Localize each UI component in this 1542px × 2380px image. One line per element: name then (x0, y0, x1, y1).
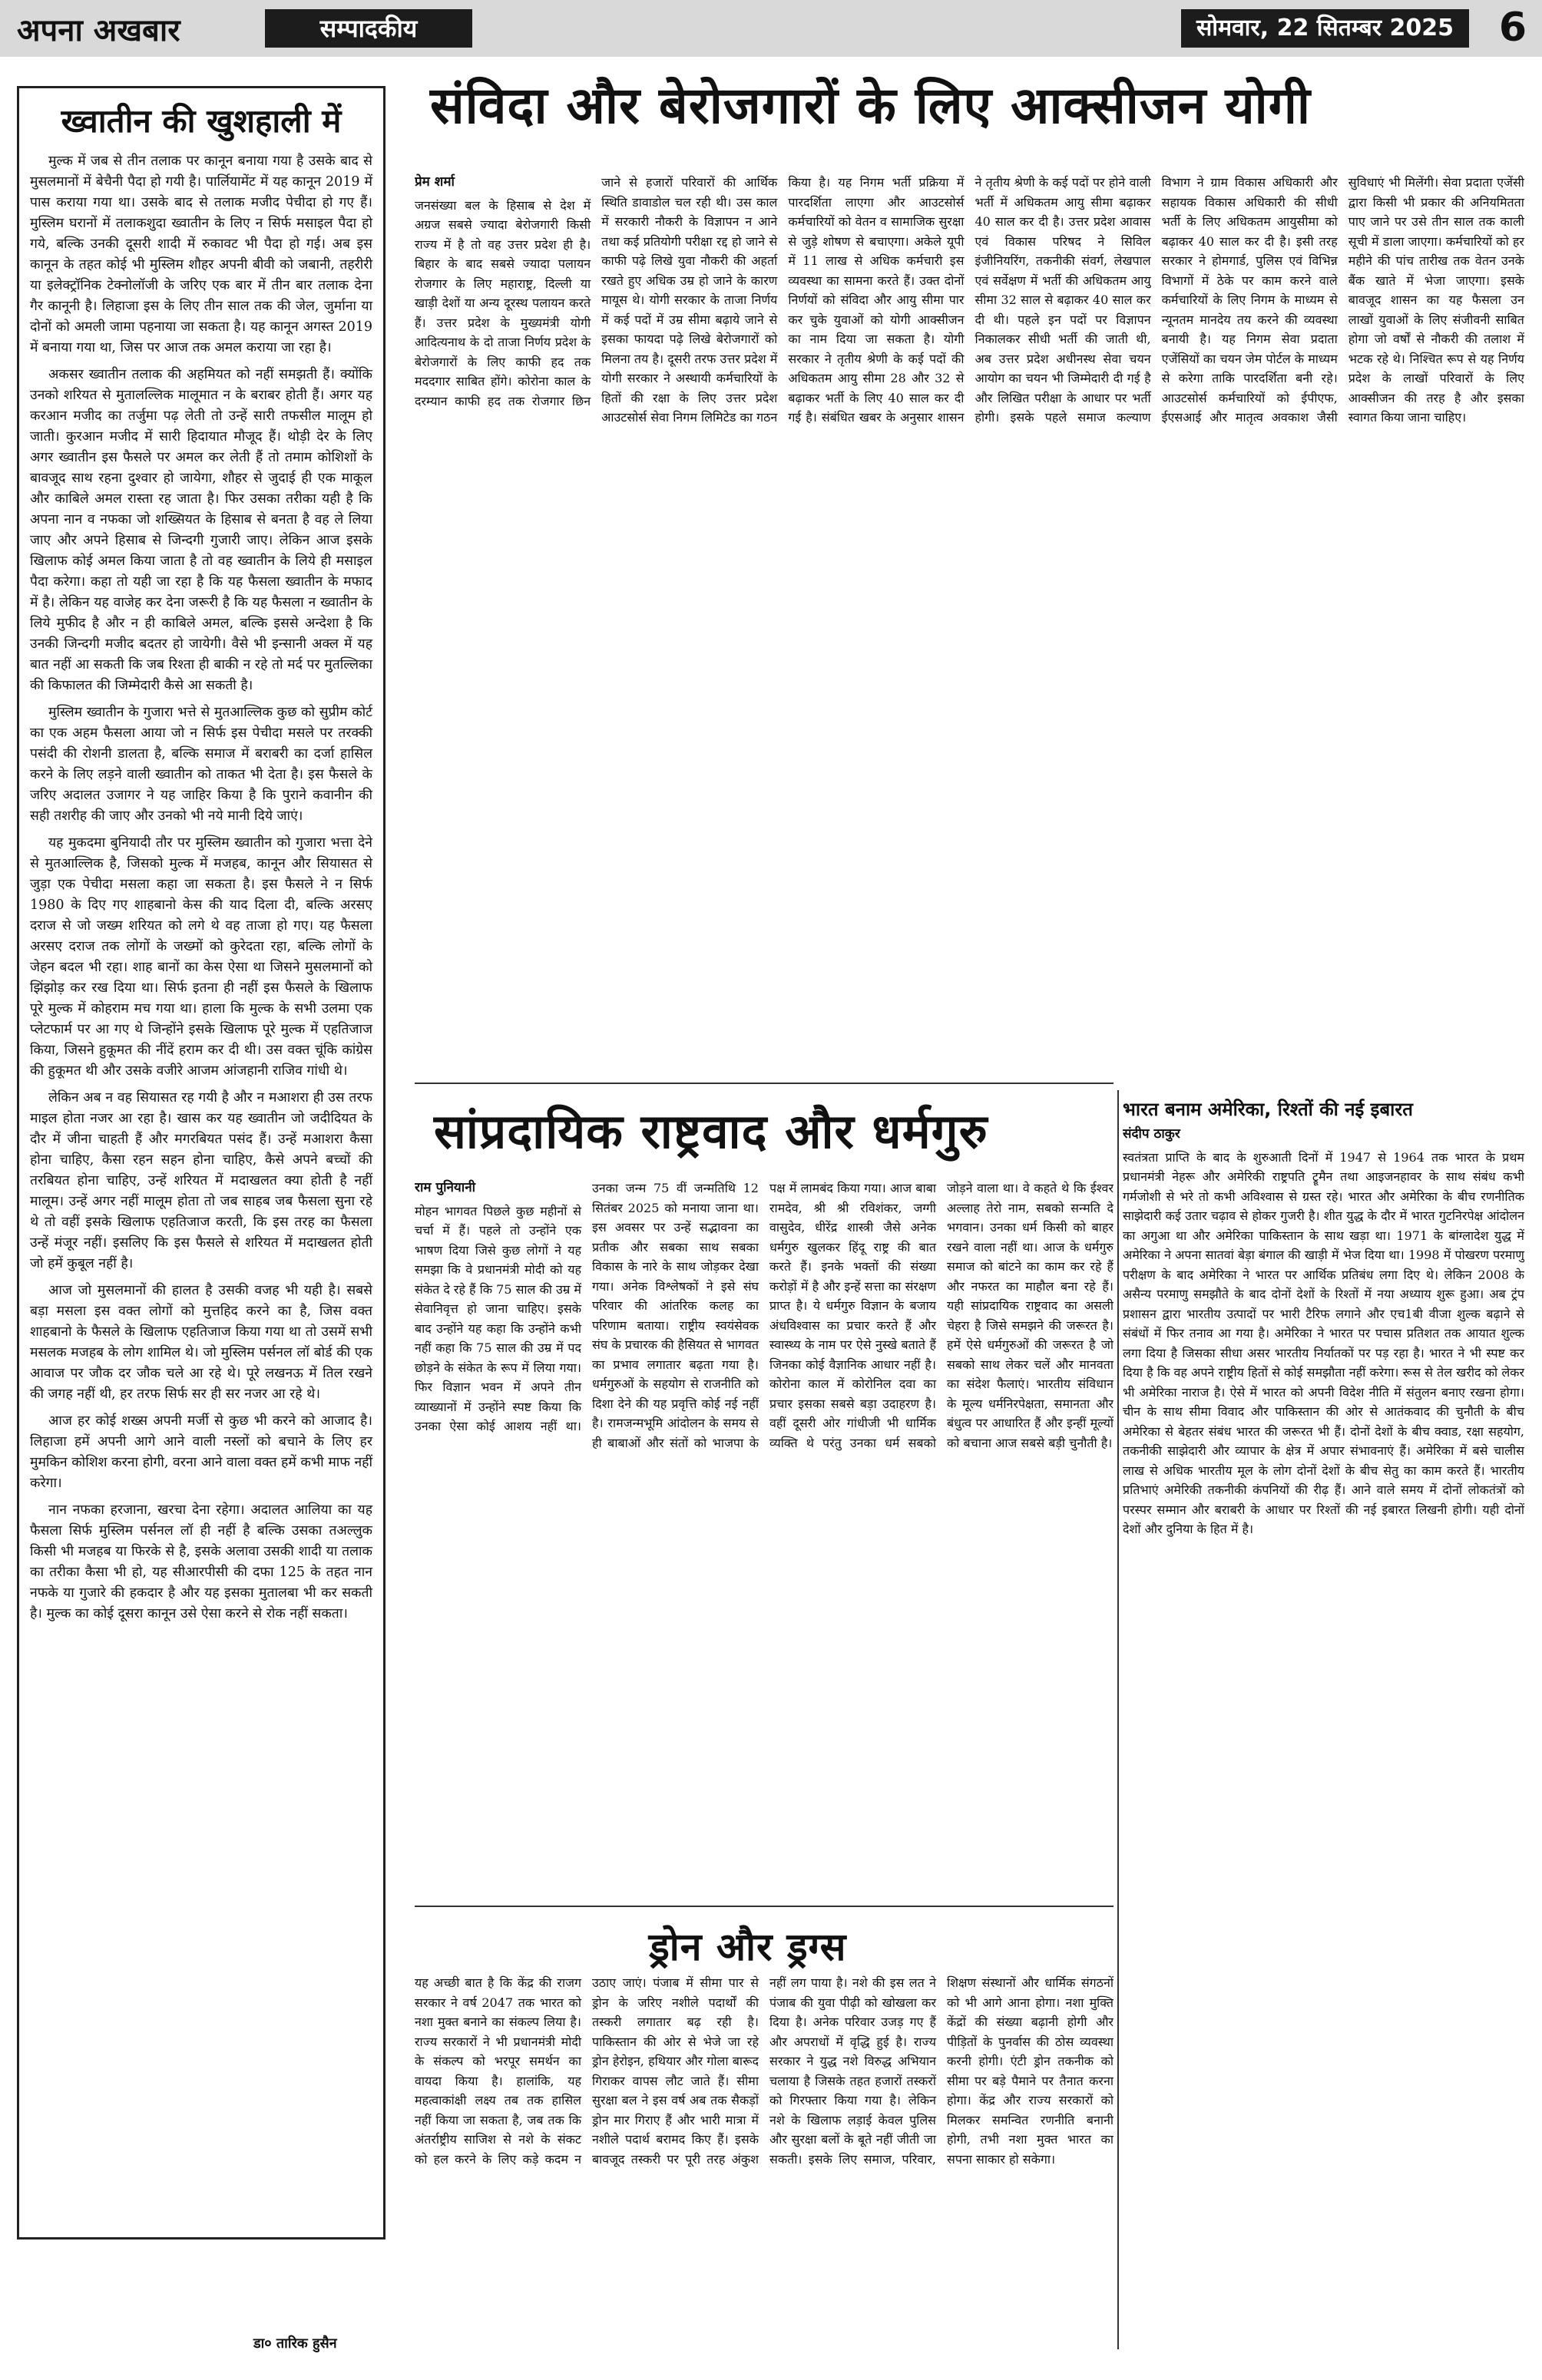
headline-second: सांप्रदायिक राष्ट्रवाद और धर्मगुरु (434, 1103, 988, 1159)
article-editorial-text: यह अच्छी बात है कि केंद्र की राजग सरकार ने वर्ष 2047 तक भारत को नशा मुक्त बनाने का संकल्प लिया है। राज्य सरकारों ने भी प्रधानमंत्री मोदी के संकल्प को भरपूर समर्थन का वायदा किया है। हालांकि, यह महत्वाकांक्षी लक्ष्य तब तक हासिल नहीं किया जा सकता है, जब तक कि अंतर्राष्ट्रीय साजिश से नशे के संकट को हल करने के लिए कड़े कदम न उठाए जाएं। पंजाब में सीमा पार से ड्रोन के जरिए नशीले पदार्थों की तस्करी लगातार बढ़ रही है। पाकिस्तान की ओर से भेजे जा रहे ड्रोन हेरोइन, हथियार और गोला बारूद गिराकर वापस लौट जाते हैं। सीमा सुरक्षा बल ने इस वर्ष अब तक सैकड़ों ड्रोन मार गिराए हैं और भारी मात्रा में नशीले पदार्थ बरामद किए हैं। इसके बावजूद तस्करी पर पूरी तरह अंकुश नहीं लग पाया है। नशे की इस लत ने पंजाब की युवा पीढ़ी को खोखला कर दिया है। अनेक परिवार उजड़ गए हैं और अपराधों में वृद्धि हुई है। राज्य सरकार ने युद्ध नशे विरुद्ध अभियान चलाया है जिसके तहत हजारों तस्करों को गिरफ्तार किया गया है। लेकिन नशे के खिलाफ लड़ाई केवल पुलिस और सुरक्षा बलों के बूते नहीं जीती जा सकती। इसके लिए समाज, परिवार, शिक्षण संस्थानों और धार्मिक संगठनों को भी आगे आना होगा। नशा मुक्ति केंद्रों की संख्या बढ़ानी होगी और पीड़ितों के पुनर्वास की ठोस व्यवस्था करनी होगी। एंटी ड्रोन तकनीक को सीमा पर बड़े पैमाने पर तैनात करना होगा। केंद्र और राज्य सरकारों को मिलकर समन्वित रणनीति बनानी होगी, तभी नशा मुक्त भारत का सपना साकार हो सकेगा। (415, 1975, 1113, 2167)
article-second-author: राम पुनियानी (415, 1180, 476, 1195)
article-editorial-body (415, 1973, 1113, 2349)
article-third-body (1123, 1094, 1524, 2349)
section-label: सम्पादकीय (265, 9, 472, 48)
divider (1117, 1090, 1119, 2349)
article-second-text: मोहन भागवत पिछले कुछ महीनों से चर्चा में हैं। पहले तो उन्होंने एक भाषण दिया जिसे कुछ लोगों ने यह समझा कि वे प्रधानमंत्री मोदी को यह संकेत दे रहे हैं कि 75 साल की उम्र में सेवानिवृत्त हो जाना चाहिए। इसके बाद उन्होंने यह कहा कि उन्होंने कभी नहीं कहा कि 75 साल की उम्र में पद छोड़ने के संकेत के रूप में लिया गया। फिर विज्ञान भवन में अपने तीन व्याख्यानों में उन्होंने स्पष्ट किया कि उनका ऐसा कोई आशय नहीं था। उनका जन्म 75 वीं जन्मतिथि 12 सितंबर 2025 को मनाया जाना था। इस अवसर पर उन्हें सद्भावना का प्रतीक और सबका साथ सबका विकास के नारे के साथ जोड़कर देखा गया। अनेक विश्लेषकों ने इसे संघ परिवार की आंतरिक कलह का परिणाम बताया। राष्ट्रीय स्वयंसेवक संघ के प्रचारक की हैसियत से भागवत का प्रभाव लगातार बढ़ता गया है। धर्मगुरुओं के सहयोग से राजनीति को दिशा देने की यह प्रवृत्ति कोई नई नहीं है। रामजन्मभूमि आंदोलन के समय से ही बाबाओं और संतों को भाजपा के पक्ष में लामबंद किया गया। आज बाबा रामदेव, श्री श्री रविशंकर, जग्गी वासुदेव, धीरेंद्र शास्त्री जैसे अनेक धर्मगुरु खुलकर हिंदू राष्ट्र की बात करते हैं। इनके भक्तों की संख्या करोड़ों में है और इन्हें सत्ता का संरक्षण प्राप्त है। ये धर्मगुरु विज्ञान के बजाय अंधविश्वास का प्रचार करते हैं और स्वास्थ्य के नाम पर ऐसे नुस्खे बताते हैं जिनका कोई वैज्ञानिक आधार नहीं है। कोरोना काल में कोरोनिल दवा का प्रचार इसका सबसे बड़ा उदाहरण है। वहीं दूसरी ओर गांधीजी भी धार्मिक व्यक्ति थे परंतु उनका धर्म सबको जोड़ने वाला था। वे कहते थे कि ईश्वर अल्लाह तेरो नाम, सबको सन्मति दे भगवान। उनका धर्म किसी को बाहर रखने वाला नहीं था। आज के धर्मगुरु समाज को बांटने का काम कर रहे हैं और नफरत का माहौल बना रहे हैं। यही सांप्रदायिक राष्ट्रवाद का असली चेहरा है जिसे समझने की जरूरत है। हमें ऐसे धर्मगुरुओं की जरूरत है जो सबको साथ लेकर चलें और मानवता का संदेश फैलाएं। भारतीय संविधान के मूल्य धर्मनिरपेक्षता, समानता और बंधुत्व पर आधारित हैं और इन्हीं मूल्यों को बचाना आज सबसे बड़ी चुनौती है। (415, 1181, 1113, 1450)
left-article (17, 86, 386, 2240)
left-paragraph: अकसर ख्वातीन तलाक की अहमियत को नहीं समझती हैं। क्योंकि उनको शरियत से मुतालल्लिक मालूमात न के बराबर होती हैं। अगर यह करआन मजीद का तर्जुमा पढ़ लेती तो उन्हें सारी तफसील मालूम हो जाती। कुरआन मजीद में सारी हिदायात मौजूद हैं। थोड़ी देर के लिए अगर ख्वातीन इस फैसले पर अमल कर लेती हैं तो तमाम कोशिशों के बावजूद साथ रहना दुश्वार हो जायेगा, शौहर से जुदाई ही एक माकूल और काबिले अमल रास्ता रह जाता है। फिर उसका तरीका यही है कि अपना नान व नफका जो शख्सियत के हिसाब से बनता है वह ले लिया जाए और अपने हिसाब से जिन्दगी गुजारी जाए। लेकिन आज इसके खिलाफ कोई अमल किया जाता है तो वह ख्वातीन के लिये ही मसाइल पैदा करेगा। कहा तो यही जा रहा है कि यह फैसला ख्वातीन के मफाद में है। लेकिन यह वाजेह कर देना जरूरी है कि यह फैसला न ख्वातीन के लिये मुफीद है और न ही काबिले अमल, बल्कि इससे अन्देशा है कि उनकी जिन्दगी मजीद बदतर हो जायेगी। वैसे भी इन्सानी अक्ल में यह बात नहीं आ सकती कि जब रिश्ता ही बाकी न रहे तो मर्द पर मुतल्लिका की किफालत की जिम्मेदारी कैसे आ सकती है। (30, 367, 372, 693)
article-third-author: संदीप ठाकुर (1123, 1126, 1180, 1142)
left-paragraph: मुल्क में जब से तीन तलाक पर कानून बनाया गया है उसके बाद से मुसलमानों में बेचैनी पैदा हो गयी है। पार्लियामेंट में यह कानून 2019 में पास कराया गया था। उसके बाद से तलाक मजीद पेचीदा हो गए हैं। मुस्लिम घरानों में तलाकशुदा ख्वातीन के लिए न सिर्फ मसाइल पैदा हो गये, बल्कि उनकी दूसरी शादी में रुकावट भी पैदा हो गई। अब इस कानून के तहत कोई भी मुस्लिम शौहर अपनी बीवी को जबानी, तहरीरी या इलेक्ट्रॉनिक टेक्नोलॉजी के जरिए एक बार में तीन बार तलाक देना गैर कानूनी है। लिहाजा इस के लिए तीन साल तक की जेल, जुर्माना या दोनों को अमली जामा पहनाया जा सकता है। यह कानून अगस्त 2019 में बनाया गया था, जिस पर आज तक अमल कराया जा रहा है। (30, 154, 372, 355)
divider (415, 1906, 1113, 1907)
article-main-text: जनसंख्या बल के हिसाब से देश में अग्रज सबसे ज्यादा बेरोजगारी किसी राज्य में है तो वह उत्तर प्रदेश ही है। बिहार के बाद सबसे ज्यादा पलायन रोजगार के लिए महाराष्ट्र, दिल्ली या खाड़ी देशों या अन्य दूरस्थ पलायन करते हैं। उत्तर प्रदेश के मुख्यमंत्री योगी आदित्यनाथ के दो ताजा निर्णय प्रदेश के बेरोजगारों के लिए काफी हद तक मददगार साबित होंगे। कोरोना काल के दरम्यान काफी हद तक रोजगार छिन जाने से हजारों परिवारों की आर्थिक स्थिति डावाडोल चल रही थी। उस काल में सरकारी नौकरी के विज्ञापन न आने तथा कई प्रतियोगी परीक्षा रद्द हो जाने से काफी पढ़े लिखे युवा नौकरी की अहर्ता रखते हुए अधिक उम्र हो जाने के कारण मायूस थे। योगी सरकार के ताजा निर्णय में कई पदों में उम्र सीमा बढ़ाये जाने से इसका फायदा पढ़े लिखे बेरोजगारों को मिलना तय है। दूसरी तरफ उत्तर प्रदेश में योगी सरकार ने अस्थायी कर्मचारियों के हितों की रक्षा के लिए उत्तर प्रदेश आउटसोर्स सेवा निगम लिमिटेड का गठन किया है। यह निगम भर्ती प्रक्रिया में पारदर्शिता लाएगा और आउटसोर्स कर्मचारियों को वेतन व सामाजिक सुरक्षा से जुड़े शोषण से बचाएगा। अकेले यूपी में 11 लाख से अधिक कर्मचारी इस व्यवस्था का सामना करते हैं। उक्त दोनों निर्णयों को संविदा और आयु सीमा पार कर चुके युवाओं को योगी आक्सीजन का नाम दिया जा सकता है। योगी सरकार ने तृतीय श्रेणी के कई पदों की अधिकतम आयु सीमा 28 और 32 से बढ़ाकर भर्ती के लिए 40 साल कर दी गई है। संबंधित खबर के अनुसार शासन ने तृतीय श्रेणी के कई पदों पर होने वाली भर्ती में अधिकतम आयु सीमा बढ़ाकर 40 साल कर दी है। उत्तर प्रदेश आवास एवं विकास परिषद ने सिविल इंजीनियरिंग, तकनीकी संवर्ग, लेखपाल एवं सर्वेक्षण में भर्ती की अधिकतम आयु सीमा 32 साल से बढ़ाकर 40 साल कर दी थी। पहले इन पदों पर विज्ञापन निकालकर सीधी भर्ती की जाती थी, अब उत्तर प्रदेश अधीनस्थ सेवा चयन आयोग का चयन भी जिम्मेदारी दी गई है और लिखित परीक्षा के आधार पर भर्ती होगी। इसके पहले समाज कल्याण विभाग ने ग्राम विकास अधिकारी और सहायक विकास अधिकारी की सीधी भर्ती के लिए अधिकतम आयुसीमा को बढ़ाकर 40 साल कर दी है। इसी तरह सरकार ने होमगार्ड, पुलिस एवं विभिन्न विभागों में ठेके पर काम करने वाले कर्मचारियों के लिए निगम के माध्यम से न्यूनतम मानदेय तय करने की व्यवस्था बनायी है। यह निगम सेवा प्रदाता एजेंसियों का चयन जेम पोर्टल के माध्यम से करेगा ताकि पारदर्शिता बनी रहे। आउटसोर्स कर्मचारियों को ईपीएफ, ईएसआई और मातृत्व अवकाश जैसी सुविधाएं भी मिलेंगी। सेवा प्रदाता एजेंसी द्वारा किसी भी प्रकार की अनियमितता पाए जाने पर उसे तीन साल तक काली सूची में डाला जाएगा। कर्मचारियों को हर महीने की पांच तारीख तक वेतन उनके बैंक खाते में भेजा जाएगा। इसके बावजूद शासन का यह फैसला उन लाखों युवाओं के लिए संजीवनी साबित होगा जो वर्षों से नौकरी की तलाश में भटक रहे थे। निश्चित रूप से यह निर्णय प्रदेश के लाखों परिवारों के लिए आक्सीजन की तरह है और इसका स्वागत किया जाना चाहिए। (415, 175, 1524, 425)
article-second-body (415, 1178, 1113, 1900)
article-main-author: प्रेम शर्मा (415, 174, 455, 190)
left-article-body (30, 151, 372, 1625)
left-article-title: ख्वातीन की खुशहाली में (61, 102, 342, 140)
dateline: सोमवार, 22 सितम्बर 2025 (1181, 9, 1469, 48)
left-paragraph: आज जो मुसलमानों की हालत है उसकी वजह भी यही है। सबसे बड़ा मसला इस वक्त लोगों को मुत्तहिद करने का है, जिस वक्त शाहबानो के फैसले के खिलाफ एहतिजाज किया गया था तो उसमें सभी मसलक मजहब के लोग शामिल थे। जो मुस्लिम पर्सनल लॉ बोर्ड की एक आवाज पर जौक दर जौक चले आ रहे थे। पूरे लखनऊ में तिल रखने की जगह नहीं थी, हर तरफ सिर्फ सर ही सर नजर आ रहे थे। (30, 1283, 372, 1402)
headline-main: संविदा और बेरोजगारों के लिए आक्सीजन योगी (430, 76, 1312, 135)
page-number: 6 (1498, 5, 1527, 51)
left-paragraph: यह मुकदमा बुनियादी तौर पर मुस्लिम ख्वातीन को गुजारा भत्ता देने से मुतआल्लिक है, जिसको मुल्क में मजहब, कानून और सियासत से जुड़ा एक पेचीदा मसला कहा जा सकता है। इस फैसले ने न सिर्फ 1980 के दिए गए शाहबानो केस की याद दिला दी, बल्कि अरसए दराज से जो जख्म शरियत को लगे थे वह ताजा हो गए। यह फैसला अरसए दराज तक लोगों के जख्मों को कुरेदता रहा, बल्कि लोगों के जेहन बदल भी रहा। शाह बानों का केस ऐसा था जिसने मुसलमानों को झिंझोड़ कर रख दिया था। सिर्फ इतना ही नहीं इस फैसले के खिलाफ पूरे मुल्क में कोहराम मच गया था। हाला कि मुल्क के सभी उलमा एक प्लेटफार्म पर आ गए थे जिन्होंने इसके खिलाफ पूरे मुल्क में एहतिजाज किया, जिसने हुकूमत की नींदें हराम कर दी थी। उस वक्त चूंकि कांग्रेस की हुकूमत थी और उसके वजीरे आजम आंजहानी राजिव गांधी थे। (30, 835, 372, 1079)
article-main-body (415, 173, 1524, 1075)
left-paragraph: नान नफका हरजाना, खरचा देना रहेगा। अदालत आलिया का यह फैसला सिर्फ मुस्लिम पर्सनल लॉ ही नहीं है बल्कि उसका तअल्लुक किसी भी मजहब या फिरके से है, इसके अलावा उसकी शादी या तलाक का तरीका कैसा भी हो, यह सीआरपीसी की दफा 125 के तहत नान नफके या गुजारे की हकदार है और यह इसका मुतालबा भी कर सकती है। मुल्क का कोई दूसरा कानून उसे ऐसा करने से रोक नहीं सकता। (30, 1502, 372, 1621)
divider (415, 1083, 1113, 1084)
masthead: अपना अखबार (17, 13, 180, 48)
article-third-text: स्वतंत्रता प्राप्ति के बाद के शुरुआती दिनों में 1947 से 1964 तक भारत के प्रथम प्रधानमंत्री नेहरू और अमेरिकी राष्ट्रपति ट्रूमैन तथा आइजनहावर के साथ संबंध कभी गर्मजोशी से भरे तो कभी अविश्वास से ग्रस्त रहे। भारत और अमेरिका के बीच रणनीतिक साझेदारी कई उतार चढ़ाव से होकर गुजरी है। शीत युद्ध के दौर में भारत गुटनिरपेक्ष आंदोलन का अगुआ था और अमेरिका पाकिस्तान के साथ खड़ा था। 1971 के बांग्लादेश युद्ध में अमेरिका ने अपना सातवां बेड़ा बंगाल की खाड़ी में भेज दिया था। 1998 में पोखरण परमाणु परीक्षण के बाद अमेरिका ने भारत पर आर्थिक प्रतिबंध लगा दिए थे। लेकिन 2008 के असैन्य परमाणु समझौते के बाद दोनों देशों के रिश्तों में नया अध्याय शुरू हुआ। अब ट्रंप प्रशासन द्वारा भारतीय उत्पादों पर भारी टैरिफ लगाने और एच1बी वीजा शुल्क बढ़ाने से संबंधों में फिर तनाव आ गया है। अमेरिका ने भारत पर पचास प्रतिशत तक आयात शुल्क लगा दिया है जिसका सीधा असर भारतीय निर्यातकों पर पड़ रहा है। भारत ने भी स्पष्ट कर दिया है कि वह अपने राष्ट्रीय हितों से कोई समझौता नहीं करेगा। रूस से तेल खरीद को लेकर भी अमेरिका नाराज है। ऐसे में भारत को अपनी विदेश नीति में संतुलन बनाए रखना होगा। चीन के साथ सीमा विवाद और पाकिस्तान की ओर से आतंकवाद की चुनौती के बीच अमेरिका से बेहतर संबंध भारत की जरूरत भी हैं। दोनों देशों के बीच क्वाड, रक्षा सहयोग, तकनीकी साझेदारी और व्यापार के क्षेत्र में अपार संभावनाएं हैं। अमेरिका में बसे चालीस लाख से अधिक भारतीय मूल के लोग दोनों देशों के बीच सेतु का काम करते हैं। भारतीय प्रतिभाएं अमेरिकी तकनीकी कंपनियों की रीढ़ हैं। आने वाले समय में दोनों लोकतंत्रों को परस्पर सम्मान और बराबरी के आधार पर रिश्तों की नई इबारत लिखनी होगी। यही दोनों देशों और दुनिया के हित में है। (1123, 1149, 1524, 1536)
article-third-headline: भारत बनाम अमेरिका, रिश्तों की नई इबारत (1123, 1099, 1413, 1120)
left-article-byline: डा० तारिक हुसैन (253, 2335, 337, 2352)
left-paragraph: आज हर कोई शख्स अपनी मर्जी से कुछ भी करने को आजाद है। लिहाजा हमें अपनी आगे आने वाली नस्लों को बचाने के लिए हर मुमकिन कोशिश करना होगी, वरना आने वाला वक्त हमें कभी माफ नहीं करेगा। (30, 1413, 372, 1491)
headline-editorial: ड्रोन और ड्रग्स (649, 1925, 847, 1969)
left-paragraph: मुस्लिम ख्वातीन के गुजारा भत्ते से मुतआल्लिक कुछ को सुप्रीम कोर्ट का एक अहम फैसला आया जो न सिर्फ इस पेचीदा मसले पर तरक्की पसंदी की रोशनी डालता है, बल्कि समाज में बराबरी का दर्जा हासिल करने के लिए लड़ने वाली ख्वातीन को ताकत भी देता है। इस फैसले के जरिए अदालत उजागर ने यह जाहिर किया है कि पुराने कवानीन की सही तशरीह की जाए और उनको भी नये मानी दिये जाएं। (30, 705, 372, 824)
left-paragraph: लेकिन अब न वह सियासत रह गयी है और न मआशरा ही उस तरफ माइल होता नजर आ रहा है। खास कर यह ख्वातीन जो जदीदियत के दौर में जीना चाहती हैं और मगरबियत पसंद हैं। उन्हें मआशरा कैसा होना चाहिए, कैसा रहन सहन होना चाहिए, कैसे अपने बच्चों की तरबियत होना चाहिए, उन्हें शरियत में मदाखलत क्या होती है नहीं मालूम। उन्हें अगर नहीं मालूम होता तो जब साहब जब फैसला सुना रहे थे तो वहीं इसके खिलाफ एहतिजाज करती, कि इस तरह का फैसला उन्हें मंजूर नहीं। इसलिए कि इस फैसले से शरियत में मदाखलत होती जो हमें कुबूल नहीं है। (30, 1090, 372, 1271)
